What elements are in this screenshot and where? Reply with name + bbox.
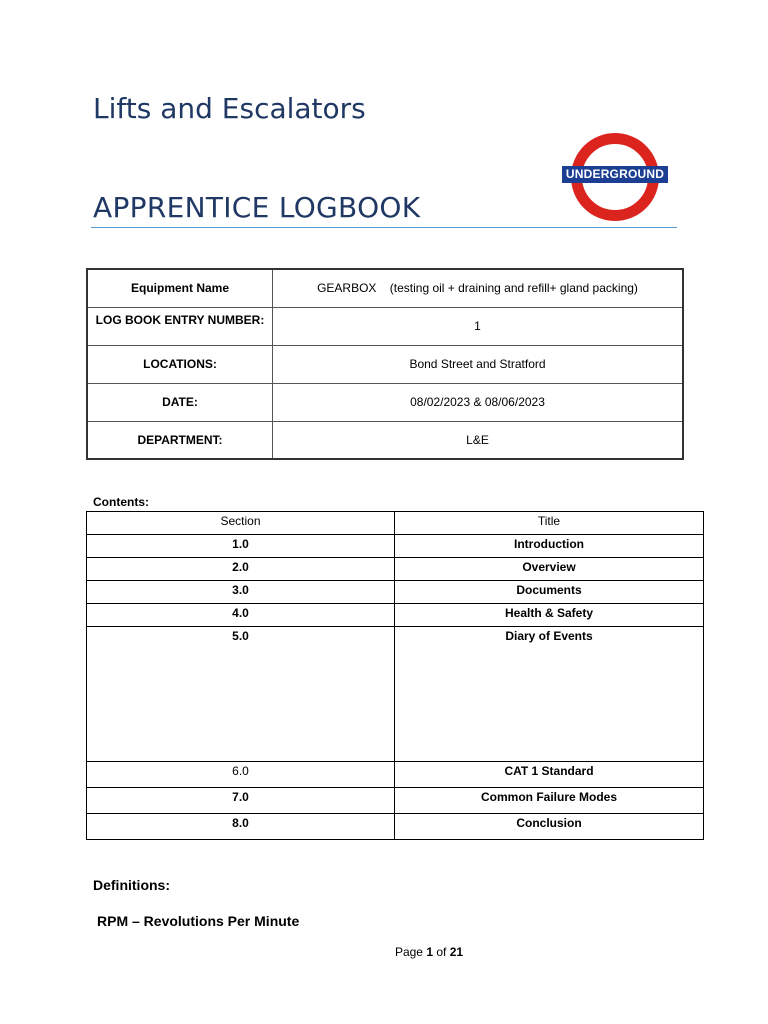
contents-section: 7.0 — [87, 788, 395, 814]
info-label: DATE: — [87, 383, 273, 421]
contents-title: Health & Safety — [395, 604, 704, 627]
table-row — [87, 535, 704, 558]
info-label: LOCATIONS: — [87, 345, 273, 383]
info-row-date — [87, 383, 683, 421]
contents-header-row — [87, 512, 704, 535]
contents-title: Diary of Events — [395, 627, 704, 762]
contents-section: 3.0 — [87, 581, 395, 604]
contents-section: 1.0 — [87, 535, 395, 558]
table-row — [87, 762, 704, 788]
document-subtitle: Lifts and Escalators — [93, 92, 366, 125]
info-label: DEPARTMENT: — [87, 421, 273, 459]
contents-section: 8.0 — [87, 814, 395, 840]
table-row — [87, 814, 704, 840]
info-row-department — [87, 421, 683, 459]
page-current: 1 — [426, 945, 433, 959]
info-value: 08/02/2023 & 08/06/2023 — [273, 383, 684, 421]
info-row-locations — [87, 345, 683, 383]
page-of: of — [436, 945, 447, 959]
table-row — [87, 581, 704, 604]
contents-table — [86, 511, 704, 840]
contents-section: 4.0 — [87, 604, 395, 627]
definitions-label: Definitions: — [93, 877, 170, 893]
table-row — [87, 558, 704, 581]
table-row — [87, 627, 704, 762]
page-total: 21 — [449, 945, 464, 959]
contents-title: Documents — [395, 581, 704, 604]
contents-title: Conclusion — [395, 814, 704, 840]
info-label: LOG BOOK ENTRY NUMBER: — [87, 307, 273, 345]
contents-title: Overview — [395, 558, 704, 581]
contents-section: 5.0 — [87, 627, 395, 762]
contents-title: Common Failure Modes — [395, 788, 704, 814]
info-value: L&E — [273, 421, 684, 459]
table-row — [87, 604, 704, 627]
contents-header-section: Section — [87, 512, 395, 535]
underground-logo — [562, 131, 668, 217]
roundel-bar: UNDERGROUND — [562, 166, 668, 183]
info-label: Equipment Name — [87, 269, 273, 307]
info-value: Bond Street and Stratford — [273, 345, 684, 383]
contents-label: Contents: — [93, 495, 149, 509]
document-title: APPRENTICE LOGBOOK — [93, 191, 421, 224]
info-value: 1 — [273, 307, 684, 345]
contents-title: Introduction — [395, 535, 704, 558]
definition-item: RPM – Revolutions Per Minute — [97, 913, 300, 929]
info-table — [86, 268, 684, 460]
page-footer — [0, 945, 768, 959]
info-value: GEARBOX (testing oil + draining and refill+ gland packing) — [273, 269, 684, 307]
contents-section: 2.0 — [87, 558, 395, 581]
page-prefix: Page — [394, 945, 423, 959]
info-row-equipment — [87, 269, 683, 307]
table-row — [87, 788, 704, 814]
contents-header-title: Title — [395, 512, 704, 535]
info-row-entry-number — [87, 307, 683, 345]
contents-title: CAT 1 Standard — [395, 762, 704, 788]
contents-section: 6.0 — [87, 762, 395, 788]
title-underline — [91, 227, 677, 228]
